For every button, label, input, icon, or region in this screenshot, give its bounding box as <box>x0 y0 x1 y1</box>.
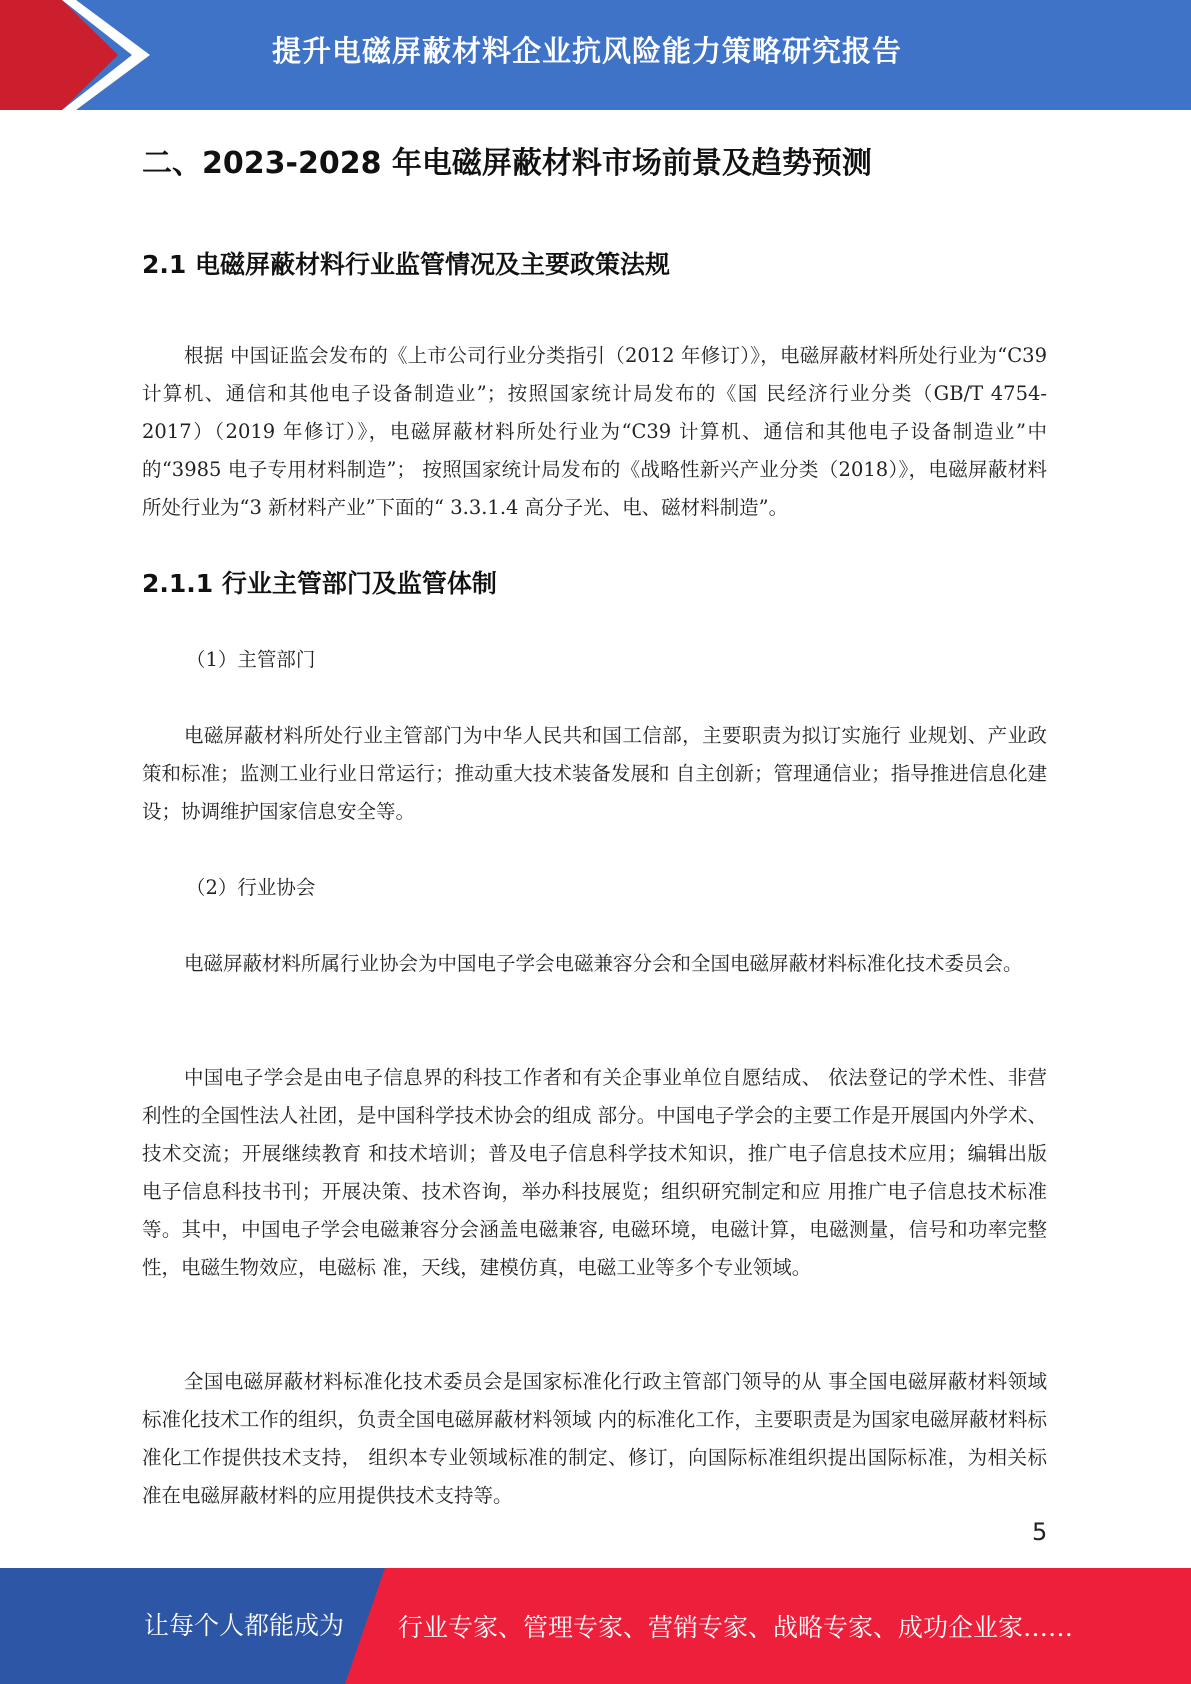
subsection-heading-2-1: 2.1 电磁屏蔽材料行业监管情况及主要政策法规 <box>142 250 670 279</box>
paragraph-standardization-committee: 全国电磁屏蔽材料标准化技术委员会是国家标准化行政主管部门领导的从 事全国电磁屏蔽材料领域标准化技术工作的组织，负责全国电磁屏蔽材料领域 内的标准化工作，主要职责是为国家电磁屏蔽材料标准化工作提供技术支持， 组织本专业领域标准的制定、修订，向国际标准组织提出国际标准，为相关标 准在电磁屏蔽材料的应用提供技术支持等。 <box>142 1370 1047 1507</box>
paragraph-competent-department: 电磁屏蔽材料所处行业主管部门为中华人民共和国工信部，主要职责为拟订实施行 业规划、产业政策和标准；监测工业行业日常运行；推动重大技术装备发展和 自主创新；管理通信业；指导推进信息化建设；协调维护国家信息安全等。 <box>142 724 1047 823</box>
paragraph-cie-description: 中国电子学会是由电子信息界的科技工作者和有关企事业单位自愿结成、 依法登记的学术性、非营利性的全国性法人社团，是中国科学技术协会的组成 部分。中国电子学会的主要工作是开展国内外学术、技术交流；开展继续教育 和技术培训；普及电子信息科学技术知识，推广电子信息技术应用；编辑出版 电子信息科技书刊；开展决策、技术咨询，举办科技展览；组织研究制定和应 用推广电子信息技术标准等。其中，中国电子学会电磁兼容分会涵盖电磁兼容, 电磁环境，电磁计算，电磁测量，信号和功率完整性，电磁生物效应，电磁标 准，天线，建模仿真，电磁工业等多个专业领域。 <box>142 1066 1047 1279</box>
page-number: 5 <box>1032 1518 1048 1546</box>
subsection-heading-2-1-1: 2.1.1 行业主管部门及监管体制 <box>142 569 497 598</box>
header-banner <box>0 0 1191 110</box>
item-label-industry-association: （2）行业协会 <box>186 876 316 899</box>
header-arrow-decoration <box>0 0 150 110</box>
footer-slogan-left: 让每个人都能成为 <box>144 1611 345 1640</box>
footer-banner <box>0 1568 1191 1684</box>
section-heading: 二、2023-2028 年电磁屏蔽材料市场前景及趋势预测 <box>142 146 872 181</box>
item-label-competent-department: （1）主管部门 <box>186 648 316 671</box>
footer-slogan-right: 行业专家、管理专家、营销专家、战略专家、成功企业家…… <box>398 1613 1074 1642</box>
report-title: 提升电磁屏蔽材料企业抗风险能力策略研究报告 <box>272 34 903 68</box>
paragraph-industry-association: 电磁屏蔽材料所属行业协会为中国电子学会电磁兼容分会和全国电磁屏蔽材料标准化技术委员会。 <box>184 952 1023 975</box>
paragraph-industry-classification: 根据 中国证监会发布的《上市公司行业分类指引（2012 年修订）》，电磁屏蔽材料所处行业为“C39 计算机、通信和其他电子设备制造业”；按照国家统计局发布的《国 民经济行业分类（GB/T 4754-2017）（2019 年修订）》，电磁屏蔽材料所处行业为“C39 计算机、通信和其他电子设备制造业”中的“3985 电子专用材料制造”； 按照国家统计局发布的《战略性新兴产业分类（2018）》，电磁屏蔽材料所处行业为“3 新材料产业”下面的“ 3.3.1.4 高分子光、电、磁材料制造”。 <box>142 344 1047 519</box>
